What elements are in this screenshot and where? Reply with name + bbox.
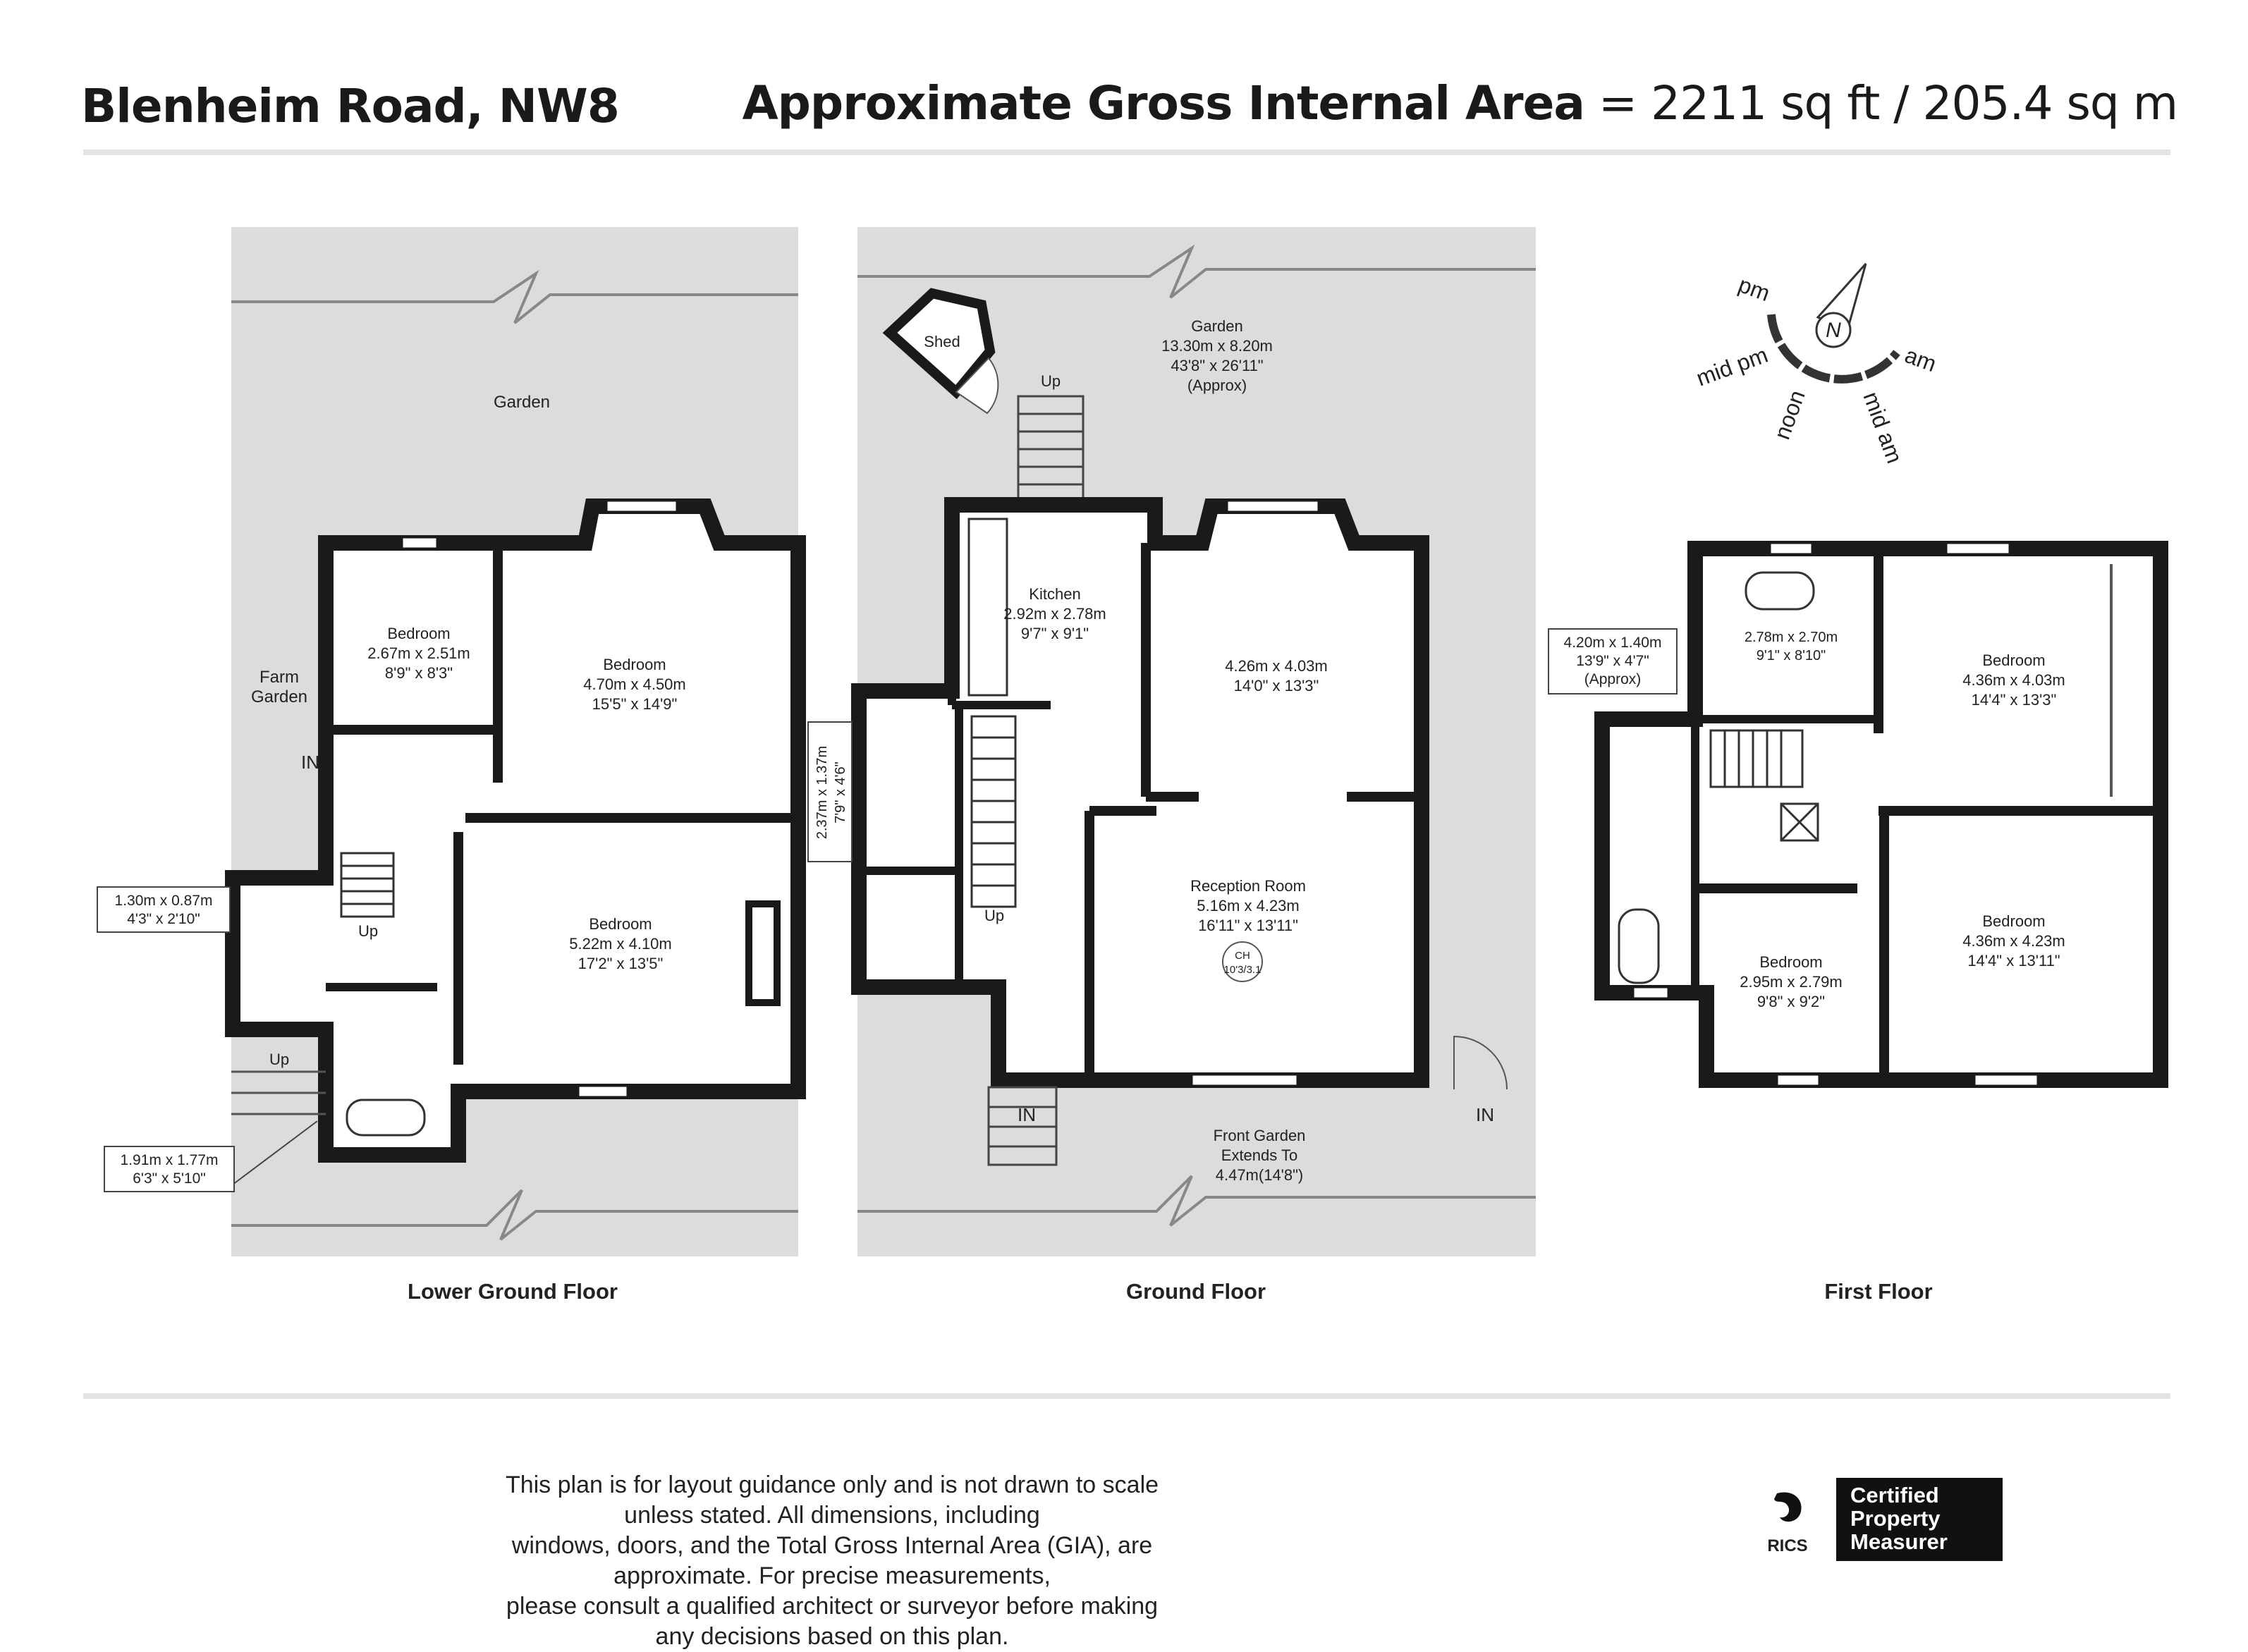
lower-window-1 [402, 537, 437, 549]
lower-bedroom-b-name: Bedroom [603, 656, 666, 673]
ground-kitchen-counter [969, 519, 1007, 695]
badge-line-1: Certified [1850, 1483, 1939, 1507]
first-bedroom-a-imperial: 14'4" x 13'3" [1971, 691, 2057, 709]
ground-garden-steps [1018, 396, 1083, 502]
first-bath-dim-metric: 2.78m x 2.70m [1744, 630, 1838, 645]
first-bedroom-c-metric: 2.95m x 2.79m [1740, 973, 1843, 991]
lower-ground-floor [97, 227, 798, 1304]
rics-logo [1756, 1488, 1819, 1558]
first-window-4 [1974, 1075, 2038, 1086]
ground-shed-label: Shed [924, 333, 960, 350]
first-bedroom-a-name: Bedroom [1982, 651, 2046, 669]
compass-am-label: am [1901, 342, 1940, 377]
ground-garden-imperial: 43'8" x 26'11" [1171, 357, 1264, 374]
rics-text: RICS [1767, 1536, 1808, 1555]
first-landing-dim-approx: (Approx) [1584, 671, 1642, 687]
lower-bath-dim-imperial: 6'3" x 5'10" [133, 1170, 206, 1187]
first-window-5 [1633, 987, 1668, 998]
ground-reception-metric: 5.16m x 4.23m [1197, 897, 1300, 914]
first-bathtub-1 [1746, 573, 1814, 609]
first-window-1 [1770, 543, 1812, 554]
ground-room-top-imperial: 14'0" x 13'3" [1233, 677, 1319, 695]
first-floor-title: First Floor [1824, 1279, 1933, 1304]
first-bedroom-a-metric: 4.36m x 4.03m [1962, 671, 2065, 689]
lower-bedroom-c-metric: 5.22m x 4.10m [569, 935, 672, 953]
ground-front-garden-name: Front Garden [1213, 1127, 1306, 1144]
badge-line-2: Property [1850, 1506, 1941, 1531]
ground-up-label-1: Up [1040, 372, 1061, 390]
ground-kitchen-name: Kitchen [1029, 585, 1081, 603]
lower-wc-dim-imperial: 4'3" x 2'10" [127, 911, 200, 927]
lower-bedroom-a-imperial: 8'9" x 8'3" [384, 664, 453, 682]
ground-in-label-2: IN [1476, 1104, 1494, 1125]
property-address: Blenheim Road, NW8 [81, 79, 619, 133]
ground-reception-name: Reception Room [1190, 877, 1306, 895]
lower-farm-garden-line-2: Garden [250, 687, 308, 706]
compass-mid-am-label: mid am [1858, 388, 1908, 467]
disclaimer-line-2: windows, doors, and the Total Gross Internal Area (GIA), are approximate. For precise measurements, [511, 1532, 1153, 1589]
lower-floor-title: Lower Ground Floor [408, 1279, 618, 1304]
ground-front-garden-label [1214, 1127, 1306, 1184]
ground-in-label-1: IN [1018, 1104, 1036, 1125]
lower-fireplace [749, 904, 777, 1003]
ground-cloak-dim-imperial: 7'9" x 4'6" [833, 761, 848, 824]
ground-garden-approx: (Approx) [1187, 377, 1247, 394]
first-landing-dim-imperial: 13'9" x 4'7" [1576, 653, 1649, 669]
lower-wc-dim-box [97, 887, 230, 932]
lower-bath-dim-box [104, 1146, 234, 1192]
first-bedroom-c-imperial: 9'8" x 9'2" [1757, 993, 1826, 1010]
lower-bedroom-c-name: Bedroom [589, 915, 652, 933]
compass-noon-label: noon [1769, 386, 1810, 443]
lower-bedroom-a-name: Bedroom [387, 625, 451, 642]
lower-wc-dim-metric: 1.30m x 0.87m [114, 893, 213, 909]
lower-bath-dim-metric: 1.91m x 1.77m [120, 1152, 219, 1168]
certified-measurer-badge [1836, 1478, 2003, 1561]
gross-area-label: Approximate Gross Internal Area [742, 76, 1584, 130]
compass-pm-label: pm [1735, 271, 1773, 307]
compass-mid-pm-label: mid pm [1692, 341, 1771, 391]
disclaimer-line-1: This plan is for layout guidance only and is not drawn to scale unless stated. All dimensions, including [505, 1471, 1159, 1529]
ground-reception-label [1190, 877, 1306, 934]
first-bath-dim-imperial: 9'1" x 8'10" [1756, 648, 1826, 663]
first-landing-dim-box [1548, 629, 1677, 694]
gross-area-value: = 2211 sq ft / 205.4 sq m [1584, 76, 2177, 130]
first-bedroom-b-metric: 4.36m x 4.23m [1962, 932, 2065, 950]
lower-up-label-1: Up [358, 922, 379, 940]
ground-garden-metric: 13.30m x 8.20m [1161, 337, 1273, 355]
disclaimer [494, 1470, 1171, 1652]
ground-front-steps [989, 1087, 1056, 1165]
ground-ch-label: CH [1235, 950, 1250, 962]
ground-garden-name: Garden [1191, 317, 1243, 335]
lower-window-3 [578, 1086, 628, 1097]
badge-line-3: Measurer [1850, 1529, 1948, 1554]
lower-bathtub [347, 1100, 424, 1135]
first-floor [1548, 543, 2161, 1304]
lower-bedroom-a-metric: 2.67m x 2.51m [367, 644, 470, 662]
ground-reception-imperial: 16'11" x 13'11" [1198, 917, 1298, 934]
ground-room-top-metric: 4.26m x 4.03m [1225, 657, 1328, 675]
ground-ch-height: 10'3/3.1 [1223, 964, 1262, 976]
first-bedroom-b-name: Bedroom [1982, 912, 2046, 930]
lower-up-label-2: Up [269, 1051, 290, 1068]
first-window-2 [1946, 543, 2010, 554]
ground-kitchen-imperial: 9'7" x 9'1" [1020, 625, 1089, 642]
compass-north-label: N [1826, 319, 1841, 342]
ground-window-2 [1192, 1075, 1297, 1086]
ground-cloak-dim-box [808, 722, 852, 862]
lower-bedroom-b-imperial: 15'5" x 14'9" [592, 695, 678, 713]
ground-front-garden-extends: Extends To [1221, 1146, 1298, 1164]
first-bedroom-c-name: Bedroom [1759, 953, 1823, 971]
lower-in-label: IN [301, 752, 319, 773]
ground-kitchen-metric: 2.92m x 2.78m [1003, 605, 1106, 623]
ground-floor [808, 227, 1536, 1304]
lower-bedroom-b-metric: 4.70m x 4.50m [583, 675, 686, 693]
compass-rose [1693, 264, 1940, 467]
rics-lion-icon [1756, 1488, 1819, 1558]
lower-bedroom-c-imperial: 17'2" x 13'5" [578, 955, 664, 972]
disclaimer-line-3: please consult a qualified architect or surveyor before making any decisions based on this plan. [506, 1593, 1159, 1650]
first-bedroom-b-imperial: 14'4" x 13'11" [1967, 952, 2060, 969]
ground-floor-title: Ground Floor [1125, 1279, 1266, 1304]
ground-front-garden-distance: 4.47m(14'8") [1215, 1166, 1304, 1184]
ground-window-1 [1227, 501, 1319, 512]
lower-farm-garden-line-1: Farm [259, 668, 299, 687]
first-bathtub-2 [1619, 910, 1658, 983]
lower-garden-label: Garden [493, 393, 551, 412]
lower-window-2 [606, 501, 677, 512]
first-landing-dim-metric: 4.20m x 1.40m [1563, 635, 1662, 651]
ground-cloak-dim-metric: 2.37m x 1.37m [814, 745, 830, 840]
ground-up-label-2: Up [984, 907, 1005, 924]
first-window-3 [1777, 1075, 1819, 1086]
